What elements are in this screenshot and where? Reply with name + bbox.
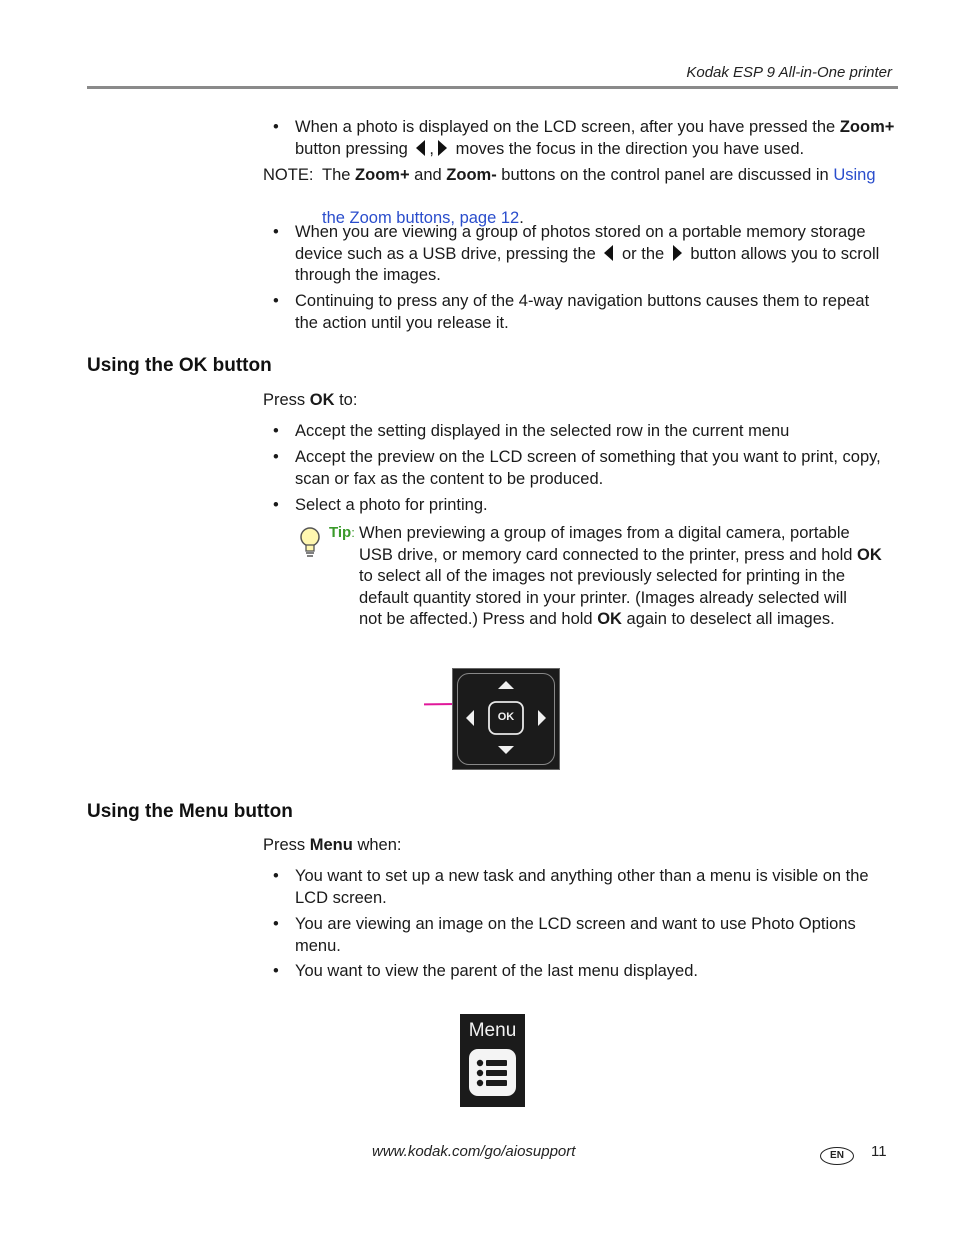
text: , (429, 139, 435, 158)
zoom-plus-label: Zoom+ (355, 166, 410, 184)
lightbulb-icon (296, 525, 324, 559)
language-badge: EN (820, 1147, 854, 1165)
footer-url[interactable]: www.kodak.com/go/aiosupport (372, 1143, 576, 1160)
bullet: • (273, 867, 279, 885)
list-item (273, 866, 898, 909)
bullet: • (273, 915, 279, 933)
list-icon (469, 1049, 516, 1096)
text: Press (263, 391, 310, 409)
left-arrow-icon (604, 245, 613, 261)
text: the action until you release it. (295, 313, 509, 332)
text: LCD screen. (295, 888, 387, 907)
tip-text (359, 523, 904, 631)
menu-intro (263, 835, 401, 857)
list-item (273, 222, 898, 287)
text: or the (617, 244, 669, 263)
text: You want to set up a new task and anything other than a menu is visible on the (295, 867, 869, 885)
text: When a photo is displayed on the LCD screen, after you have pressed the (295, 118, 840, 136)
list-item (273, 421, 898, 443)
bullet: • (273, 496, 279, 514)
zoom-buttons-link[interactable]: the Zoom buttons, page 12 (322, 209, 520, 227)
right-arrow-icon (438, 140, 447, 156)
text: The (322, 166, 356, 184)
section-heading-ok: Using the OK button (87, 355, 272, 376)
tip-label: Tip: (329, 524, 355, 541)
bullet: • (273, 448, 279, 466)
ok-pad-graphic (452, 668, 560, 770)
text: You want to view the parent of the last menu displayed. (295, 962, 698, 980)
text: not be affected.) Press and hold (359, 610, 598, 628)
note-label: NOTE: (263, 166, 314, 184)
text: Continuing to press any of the 4-way navigation buttons causes them to repeat (295, 292, 870, 310)
text: through the images. (295, 266, 441, 284)
text: Accept the preview on the LCD screen of something that you want to print, copy, (295, 448, 881, 466)
up-arrow-icon (498, 681, 514, 689)
text: menu. (295, 936, 341, 955)
list-item (273, 914, 898, 957)
text: You are viewing an image on the LCD screen and want to use Photo Options (295, 915, 856, 933)
header-rule (87, 86, 898, 89)
menu-label: Menu (309, 836, 353, 854)
ok-label: OK (309, 391, 335, 409)
text: to: (334, 391, 358, 409)
right-arrow-icon (673, 245, 682, 261)
zoom-buttons-link[interactable]: Using (833, 166, 876, 184)
bullet: • (273, 422, 279, 440)
text: button pressing (295, 139, 413, 158)
text: When you are viewing a group of photos stored on a portable memory storage (295, 223, 866, 241)
text: default quantity stored in your printer. (Images already selected will (359, 588, 847, 607)
right-arrow-icon (538, 710, 546, 726)
bullet: • (273, 292, 279, 310)
ok-label: OK (857, 545, 882, 564)
text: USB drive, or memory card connected to the printer, press and hold (359, 545, 857, 564)
text: moves the focus in the direction you have used. (451, 139, 805, 158)
text: Select a photo for printing. (295, 496, 488, 514)
text: . (519, 209, 524, 227)
ok-intro (263, 390, 357, 412)
page-number: 11 (871, 1143, 887, 1160)
text: to select all of the images not previously selected for printing in the (359, 567, 846, 585)
list-item (273, 291, 898, 334)
list-item (273, 961, 898, 983)
left-arrow-icon (466, 710, 474, 726)
menu-button-graphic (460, 1014, 525, 1107)
zoom-minus-label: Zoom- (446, 166, 497, 184)
text: scan or fax as the content to be produced. (295, 469, 604, 488)
left-arrow-icon (416, 140, 425, 156)
down-arrow-icon (498, 746, 514, 754)
bullet: • (273, 118, 279, 136)
ok-label: OK (597, 610, 622, 628)
note (263, 165, 903, 230)
menu-graphic-label: Menu (468, 1020, 517, 1041)
list-item (273, 495, 898, 517)
text: buttons on the control panel are discussed in (496, 166, 834, 184)
text: and (409, 166, 447, 184)
bullet: • (273, 962, 279, 980)
bullet: • (273, 223, 279, 241)
zoom-plus-label: Zoom+ (839, 118, 895, 136)
list-item (273, 447, 898, 490)
text: When previewing a group of images from a digital camera, portable (359, 524, 850, 542)
text: Press (263, 836, 310, 854)
list-item (273, 117, 898, 160)
text: again to deselect all images. (621, 610, 835, 628)
ok-button-label: OK (497, 711, 515, 723)
text: when: (352, 836, 402, 854)
text: Accept the setting displayed in the selected row in the current menu (295, 422, 790, 440)
text: device such as a USB drive, pressing the (295, 244, 601, 263)
running-header: Kodak ESP 9 All-in-One printer (686, 64, 892, 81)
text: button allows you to scroll (685, 244, 880, 263)
section-heading-menu: Using the Menu button (87, 801, 293, 822)
